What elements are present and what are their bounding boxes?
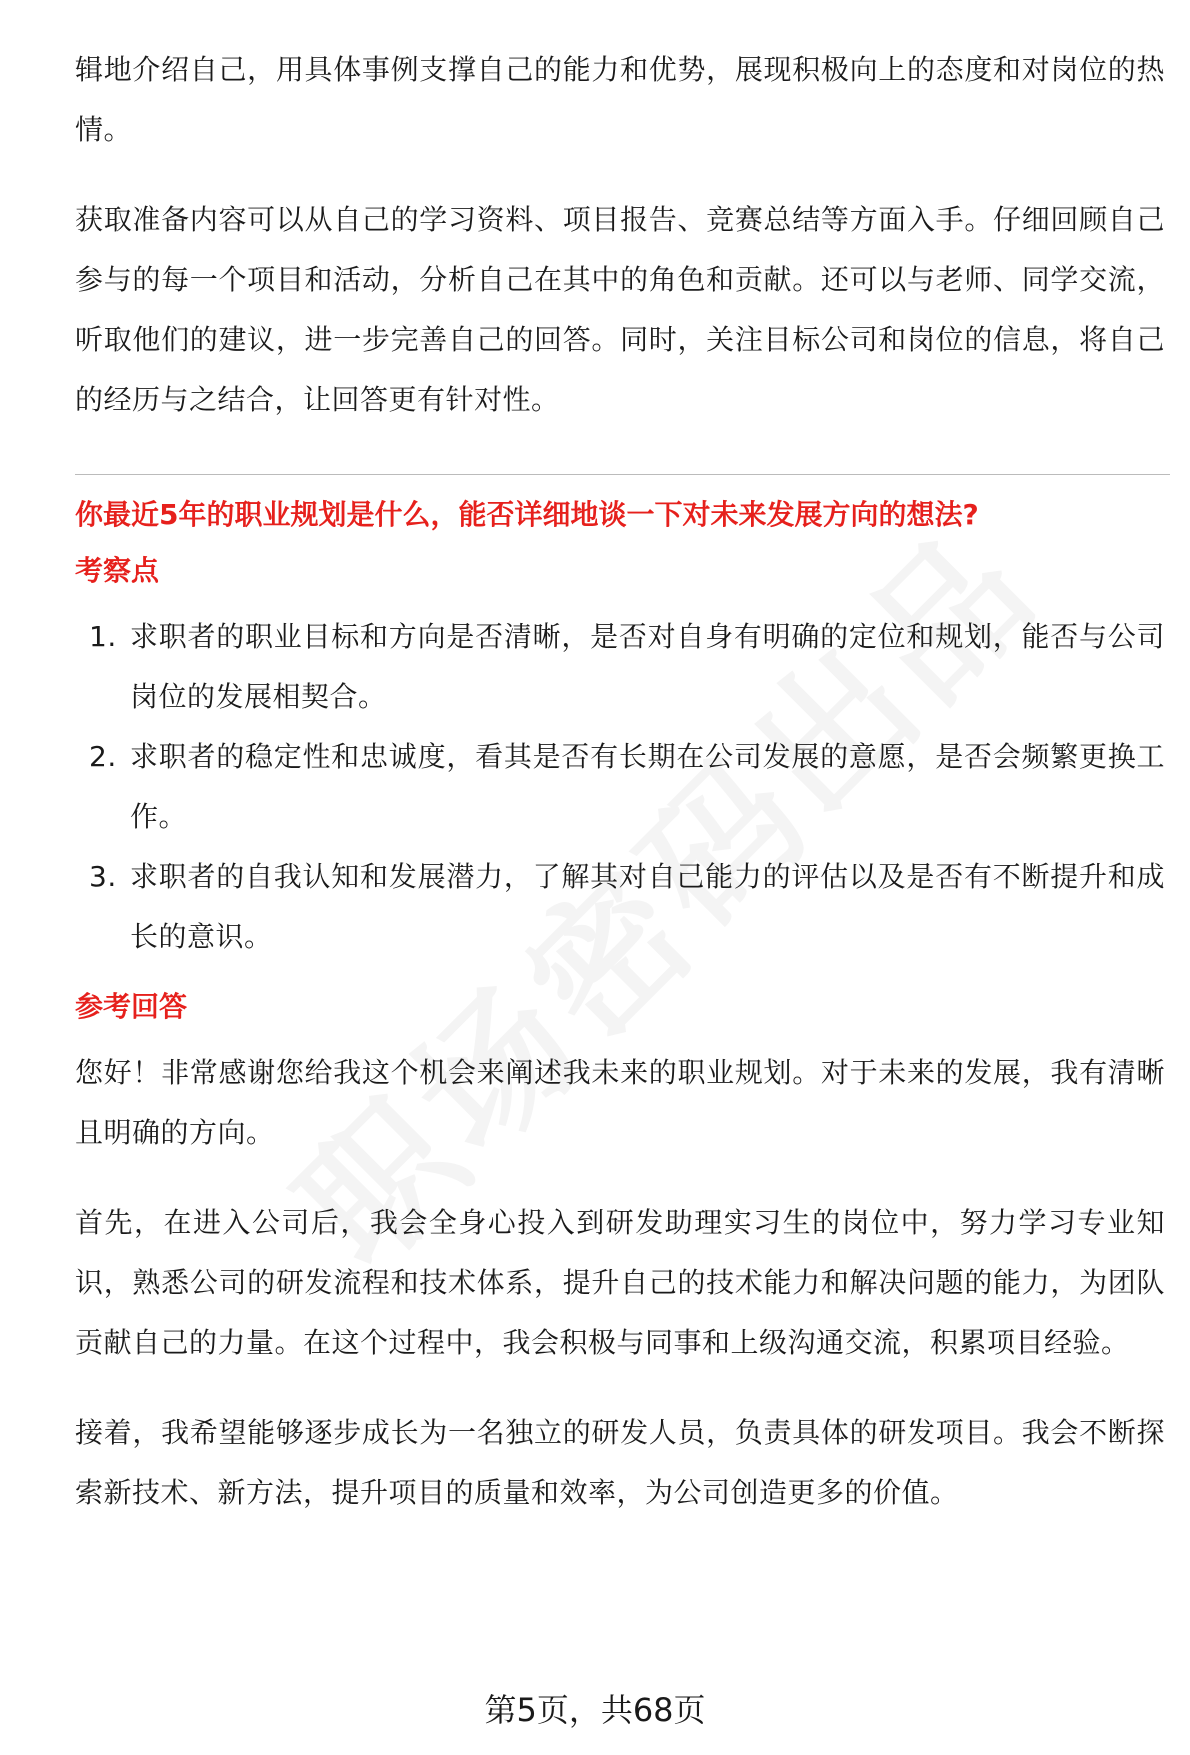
focus-item-number: 3. — [89, 860, 117, 893]
focus-item-number: 1. — [89, 620, 117, 653]
focus-item — [75, 607, 1165, 727]
focus-item-text: 求职者的稳定性和忠诚度，看其是否有长期在公司发展的意愿，是否会频繁更换工作。 — [130, 740, 1165, 833]
focus-item-number: 2. — [89, 740, 117, 773]
focus-item — [75, 847, 1165, 967]
answer-paragraph-1: 您好！非常感谢您给我这个机会来阐述我未来的职业规划。对于未来的发展，我有清晰且明确的方向。 — [75, 1056, 1165, 1149]
focus-list — [75, 607, 1165, 967]
section-divider — [75, 474, 1170, 475]
focus-item-text: 求职者的自我认知和发展潜力，了解其对自己能力的评估以及是否有不断提升和成长的意识。 — [130, 860, 1165, 953]
intro-paragraph-1: 辑地介绍自己，用具体事例支撑自己的能力和优势，展现积极向上的态度和对岗位的热情。 — [75, 53, 1165, 146]
intro-paragraph-2: 获取准备内容可以从自己的学习资料、项目报告、竞赛总结等方面入手。仔细回顾自己参与的每一个项目和活动，分析自己在其中的角色和贡献。还可以与老师、同学交流，听取他们的建议，进一步完善自己的回答。同时，关注目标公司和岗位的信息，将自己的经历与之结合，让回答更有针对性。 — [75, 203, 1165, 416]
answer-paragraph-3: 接着，我希望能够逐步成长为一名独立的研发人员，负责具体的研发项目。我会不断探索新技术、新方法，提升项目的质量和效率，为公司创造更多的价值。 — [75, 1416, 1165, 1509]
focus-label: 考察点 — [75, 554, 160, 587]
question-heading: 你最近5年的职业规划是什么，能否详细地谈一下对未来发展方向的想法? — [75, 498, 979, 531]
answer-paragraph-2: 首先，在进入公司后，我会全身心投入到研发助理实习生的岗位中，努力学习专业知识，熟悉公司的研发流程和技术体系，提升自己的技术能力和解决问题的能力，为团队贡献自己的力量。在这个过程中，我会积极与同事和上级沟通交流，积累项目经验。 — [75, 1206, 1165, 1359]
focus-item — [75, 727, 1165, 847]
page-number: 第5页，共68页 — [484, 1691, 706, 1729]
document-page — [75, 40, 1165, 1523]
focus-item-text: 求职者的职业目标和方向是否清晰，是否对自身有明确的定位和规划，能否与公司岗位的发展相契合。 — [130, 620, 1165, 713]
answer-label: 参考回答 — [75, 990, 188, 1023]
